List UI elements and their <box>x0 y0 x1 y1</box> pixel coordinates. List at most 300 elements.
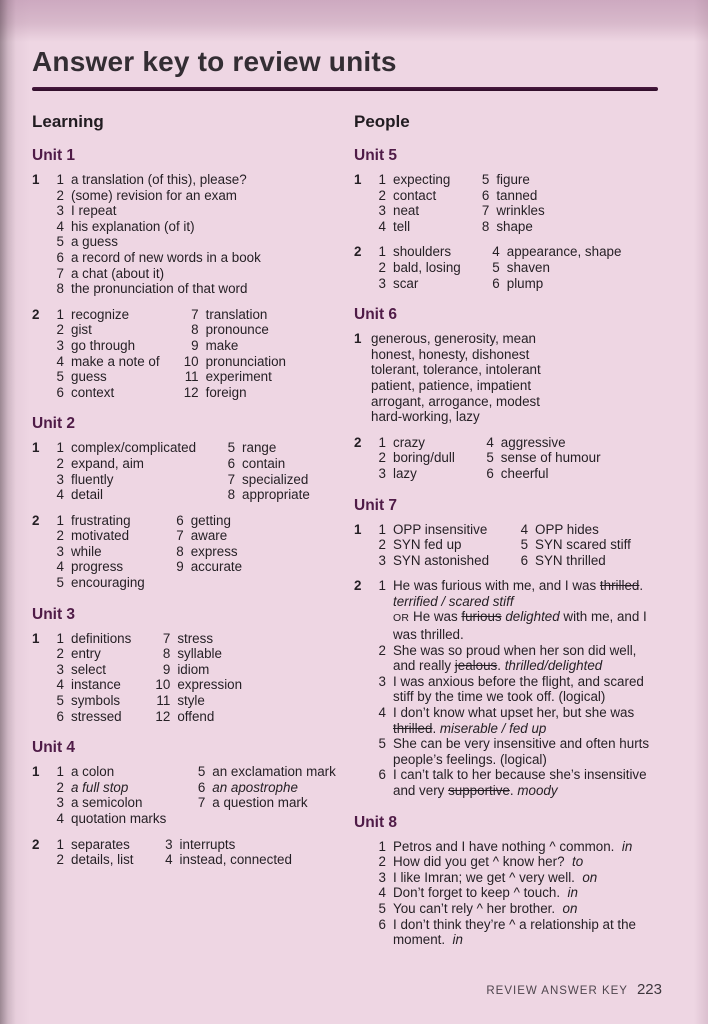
column-people <box>354 112 658 958</box>
answer-list <box>371 172 450 234</box>
exercise <box>354 435 658 482</box>
item-text: a colon <box>71 764 115 780</box>
item-number: 4 <box>520 521 529 537</box>
exercise-body <box>49 307 354 401</box>
answer-item <box>184 338 286 354</box>
item-number: 3 <box>56 471 64 487</box>
item-text: I was anxious before the flight, and scared stiff by the time we took off. (logical) <box>393 673 644 705</box>
item-number: 4 <box>378 705 386 721</box>
exercise <box>32 440 354 502</box>
item-number: 7 <box>56 265 64 281</box>
item-number: 9 <box>162 661 171 677</box>
item-number: 5 <box>378 736 386 752</box>
answer-item <box>474 188 544 204</box>
text-segment: on <box>582 869 598 885</box>
item-number: 3 <box>378 275 386 291</box>
item-text: a chat (about it) <box>71 265 165 281</box>
item-number: 8 <box>227 487 236 503</box>
item-text: instead, connected <box>179 852 292 868</box>
item-text: while <box>71 543 102 559</box>
text-segment: to <box>571 854 584 870</box>
item-text <box>393 854 658 870</box>
column-header: Learning <box>32 112 104 131</box>
answer-list <box>474 172 544 234</box>
answer-item <box>371 537 489 553</box>
answer-item <box>155 709 242 725</box>
answer-item <box>220 472 310 488</box>
item-number: 4 <box>56 353 64 369</box>
unit-section <box>32 415 354 590</box>
exercise-body <box>371 435 658 482</box>
item-number: 2 <box>378 187 386 203</box>
item-text: stress <box>177 630 214 646</box>
item-text: details, list <box>71 852 134 868</box>
item-number: 2 <box>56 187 64 203</box>
answer-item <box>184 307 286 323</box>
exercise-body <box>371 578 658 798</box>
answer-item <box>49 795 166 811</box>
exercise-number: 1 <box>32 172 40 187</box>
item-number: 5 <box>56 234 64 250</box>
text-segment: jealous <box>454 658 498 674</box>
item-text: tanned <box>496 187 538 203</box>
answer-list <box>220 440 310 502</box>
item-number: 3 <box>56 337 64 353</box>
exercise-columns <box>371 244 658 291</box>
answer-item <box>49 338 160 354</box>
item-text: syllable <box>177 646 222 662</box>
item-number: 5 <box>520 537 529 553</box>
answer-line: hard-working, lazy <box>371 409 480 425</box>
answer-item <box>169 544 242 560</box>
text-segment: You can’t rely ^ her brother. <box>393 900 563 916</box>
answer-item <box>49 811 166 827</box>
item-text: experiment <box>205 369 272 385</box>
answer-item <box>371 219 450 235</box>
item-number: 7 <box>191 306 199 322</box>
answer-item <box>49 852 134 868</box>
answer-item <box>155 693 242 709</box>
exercise-number: 1 <box>354 331 362 347</box>
item-number: 5 <box>481 172 490 187</box>
exercise-columns <box>49 837 354 868</box>
item-number: 6 <box>378 916 386 932</box>
item-text: a guess <box>71 234 118 250</box>
answer-item <box>49 677 131 693</box>
item-text: idiom <box>177 661 210 677</box>
exercise-columns <box>49 631 354 725</box>
exercise <box>354 244 658 291</box>
unit-section <box>32 739 354 868</box>
unit-section <box>354 147 658 291</box>
item-text <box>393 705 658 736</box>
text-segment: . <box>509 783 518 798</box>
text-segment: Don’t forget to keep ^ touch. <box>393 885 568 901</box>
exercise-body <box>49 764 354 826</box>
text-segment: I don’t know what upset her, but she was <box>393 705 635 721</box>
answer-item <box>371 705 658 736</box>
item-text: OPP insensitive <box>393 521 488 537</box>
item-number: 3 <box>378 203 386 219</box>
item-text: stressed <box>71 708 122 724</box>
item-text: cheerful <box>500 465 549 481</box>
item-number: 7 <box>481 203 490 219</box>
item-number: 3 <box>378 869 386 885</box>
item-number: 1 <box>56 630 64 646</box>
item-text: sense of humour <box>500 450 601 466</box>
answer-item <box>49 250 354 266</box>
answer-item <box>49 266 354 282</box>
item-number: 4 <box>56 811 64 826</box>
item-number: 11 <box>156 693 171 709</box>
answer-item <box>220 456 310 472</box>
item-number: 2 <box>56 322 64 338</box>
unit-title: Unit 8 <box>354 813 398 831</box>
answer-item <box>220 440 310 456</box>
item-number: 8 <box>176 543 184 559</box>
item-number: 5 <box>197 764 206 780</box>
item-text: plump <box>506 275 544 291</box>
text-segment: She was so proud when her son did well, and really <box>393 642 637 674</box>
item-text: frustrating <box>71 512 131 528</box>
item-text: translation <box>205 306 268 322</box>
title-rule <box>32 87 658 91</box>
item-text: entry <box>71 646 101 662</box>
exercise-number: 2 <box>32 512 40 528</box>
item-number: 2 <box>378 259 386 275</box>
item-text: getting <box>190 512 231 528</box>
item-text <box>393 917 658 948</box>
exercise-body <box>49 837 354 868</box>
answer-item <box>371 885 658 901</box>
item-number: 1 <box>378 244 386 260</box>
answer-line: tolerant, tolerance, intolerant <box>371 362 541 378</box>
answer-item <box>371 767 658 798</box>
item-text: context <box>71 384 115 400</box>
item-text: the pronunciation of that word <box>71 281 248 297</box>
text-segment: a full stop <box>71 779 129 795</box>
item-text: SYN fed up <box>393 537 462 553</box>
answer-list <box>371 839 658 948</box>
item-number: 4 <box>56 677 64 693</box>
answer-item <box>49 646 131 662</box>
exercise-number: 2 <box>32 836 40 852</box>
item-text: tell <box>393 218 411 234</box>
item-text: wrinkles <box>496 203 545 219</box>
answer-line: patient, patience, impatient <box>371 377 532 393</box>
exercise-body <box>49 631 354 725</box>
answer-item <box>49 440 196 456</box>
item-text: make a note of <box>71 353 160 369</box>
answer-item <box>485 276 622 292</box>
exercise <box>354 331 658 425</box>
answer-item <box>158 837 292 853</box>
text-segment: in <box>452 932 463 948</box>
item-text: aggressive <box>500 434 566 450</box>
item-number: 1 <box>378 521 386 537</box>
answer-item <box>49 487 196 503</box>
item-number: 9 <box>176 559 184 575</box>
item-text: SYN astonished <box>393 552 490 568</box>
item-text: SYN scared stiff <box>535 537 631 553</box>
item-number: 6 <box>56 249 64 265</box>
answer-item <box>371 450 455 466</box>
text-segment: miserable / fed up <box>439 720 547 736</box>
answer-item <box>49 385 160 401</box>
item-text: crazy <box>393 434 425 450</box>
answer-item <box>155 677 242 693</box>
answer-item <box>474 172 544 188</box>
exercise-number: 1 <box>32 440 40 456</box>
item-text: express <box>190 543 238 559</box>
columns <box>32 112 658 958</box>
item-text: SYN thrilled <box>535 552 606 568</box>
item-number: 2 <box>56 528 64 544</box>
answer-item <box>169 513 242 529</box>
item-text: scar <box>393 275 419 291</box>
item-text: style <box>177 693 205 709</box>
item-text: progress <box>71 559 124 575</box>
answer-item <box>190 795 336 811</box>
answer-item <box>371 674 658 705</box>
answer-item <box>49 559 145 575</box>
item-text: pronunciation <box>205 353 286 369</box>
answer-list <box>485 244 622 291</box>
item-text <box>393 578 658 642</box>
column-header: People <box>354 112 410 131</box>
unit-title: Unit 2 <box>32 415 76 433</box>
answer-item <box>49 575 145 591</box>
item-number: 6 <box>492 275 500 291</box>
answer-line: honest, honesty, dishonest <box>371 346 530 362</box>
item-text: shoulders <box>393 244 452 260</box>
answer-list <box>155 631 242 725</box>
answer-item <box>49 631 131 647</box>
item-number: 6 <box>227 455 236 471</box>
column-learning <box>32 112 354 958</box>
answer-item <box>474 219 544 235</box>
answer-item <box>371 901 658 917</box>
item-number: 5 <box>492 259 500 275</box>
text-segment: OR <box>393 613 410 625</box>
item-text: instance <box>71 677 121 693</box>
item-number: 1 <box>378 434 386 450</box>
item-number: 7 <box>176 528 184 544</box>
item-text <box>393 885 658 901</box>
exercise-body <box>371 839 658 948</box>
answer-item <box>371 260 461 276</box>
item-number: 10 <box>183 353 199 369</box>
exercise-body <box>371 331 658 425</box>
answer-item <box>49 764 166 780</box>
item-number: 8 <box>191 322 199 338</box>
answer-item <box>49 544 145 560</box>
item-number: 4 <box>378 885 386 901</box>
text-segment: with me, and I was thrilled. <box>393 609 647 643</box>
text-segment: I don’t think they’re ^ a relationship at the moment. <box>393 916 636 948</box>
answer-item <box>49 369 160 385</box>
answer-list <box>49 307 160 401</box>
text-segment: supportive <box>448 783 510 798</box>
item-text: a record of new words in a book <box>71 249 261 265</box>
answer-list <box>371 244 461 291</box>
item-number: 4 <box>165 852 173 868</box>
answer-item <box>184 385 286 401</box>
answer-item <box>371 643 658 674</box>
text-segment: on <box>562 900 578 916</box>
answer-item <box>169 559 242 575</box>
answer-item <box>49 354 160 370</box>
item-number: 12 <box>183 384 199 400</box>
item-text: guess <box>71 369 107 385</box>
item-number: 4 <box>378 218 386 234</box>
answer-item <box>49 322 160 338</box>
answer-item <box>49 709 131 725</box>
unit-title: Unit 7 <box>354 496 398 514</box>
exercise <box>354 839 658 948</box>
unit-section <box>354 306 658 481</box>
exercise-number: 1 <box>354 172 362 187</box>
item-number: 2 <box>56 646 64 662</box>
item-text: select <box>71 661 106 677</box>
answer-item <box>485 260 622 276</box>
text-segment: terrified / scared stiff <box>393 593 514 609</box>
answer-list <box>49 172 354 297</box>
exercise <box>354 522 658 569</box>
exercise-body <box>49 440 354 502</box>
answer-item <box>184 369 286 385</box>
answer-list <box>169 513 242 591</box>
item-text: recognize <box>71 306 130 322</box>
answer-item <box>49 307 160 323</box>
item-number: 3 <box>56 661 64 677</box>
item-number: 2 <box>378 642 386 658</box>
item-number: 1 <box>378 578 386 594</box>
answer-item <box>513 537 631 553</box>
item-number: 2 <box>56 455 64 471</box>
footer <box>486 981 662 998</box>
item-text: an exclamation mark <box>212 764 336 780</box>
answer-item <box>49 780 166 796</box>
item-number: 1 <box>56 440 64 456</box>
answer-item <box>371 466 455 482</box>
item-number: 12 <box>155 708 171 724</box>
item-text: motivated <box>71 528 130 544</box>
text-segment: . <box>639 578 644 594</box>
exercise <box>32 513 354 591</box>
answer-list <box>184 307 286 401</box>
item-text: fluently <box>71 471 114 487</box>
item-text: a translation (of this), please? <box>71 172 247 187</box>
exercise-body <box>49 513 354 591</box>
text-segment: I can’t talk to her because she’s insensitive and very <box>393 767 647 798</box>
answer-item <box>371 244 461 260</box>
exercise <box>32 307 354 401</box>
item-text: pronounce <box>205 322 269 338</box>
item-text: foreign <box>205 384 247 400</box>
item-number: 9 <box>191 337 199 353</box>
answer-list <box>190 764 336 826</box>
item-number: 5 <box>56 369 64 385</box>
text-segment: furious <box>461 609 502 625</box>
item-number: 4 <box>56 218 64 234</box>
answer-list <box>371 522 489 569</box>
answer-item <box>371 839 658 855</box>
item-number: 6 <box>56 708 64 724</box>
unit-title: Unit 5 <box>354 147 398 164</box>
exercise <box>354 578 658 798</box>
answer-item <box>49 172 354 188</box>
item-text: definitions <box>71 630 132 646</box>
item-text: expression <box>177 677 243 693</box>
answer-item <box>513 522 631 538</box>
answer-list <box>479 435 601 482</box>
item-number: 7 <box>227 471 236 487</box>
text-segment: . <box>497 658 505 674</box>
answer-item <box>485 244 622 260</box>
answer-item <box>49 662 131 678</box>
item-text: shape <box>496 218 533 234</box>
item-number: 3 <box>165 836 173 852</box>
answer-item <box>371 188 450 204</box>
item-text: shaven <box>506 259 550 275</box>
item-number: 1 <box>56 172 64 187</box>
item-text: specialized <box>242 471 309 487</box>
exercise-columns <box>371 435 658 482</box>
item-number: 6 <box>486 465 494 481</box>
answer-item <box>169 528 242 544</box>
item-number: 5 <box>378 900 386 916</box>
exercise-columns <box>371 522 658 569</box>
item-number: 2 <box>56 852 64 868</box>
item-text: offend <box>177 708 215 724</box>
answer-item <box>479 466 601 482</box>
answer-item <box>371 578 658 642</box>
answer-item <box>155 662 242 678</box>
answer-item <box>371 203 450 219</box>
answer-item <box>158 852 292 868</box>
item-number: 8 <box>56 281 64 297</box>
item-text: his explanation (of it) <box>71 218 195 234</box>
text-segment: an apostrophe <box>212 779 298 795</box>
exercise <box>32 764 354 826</box>
answer-item <box>49 281 354 297</box>
unit-section <box>354 814 658 948</box>
item-text: encouraging <box>71 575 145 591</box>
item-number: 6 <box>481 187 490 203</box>
item-text: OPP hides <box>535 521 599 537</box>
item-text <box>393 767 658 798</box>
item-number: 7 <box>197 795 206 811</box>
item-text: expecting <box>393 172 451 187</box>
text-segment: thrilled <box>393 720 433 736</box>
answer-item <box>49 234 354 250</box>
answer-list <box>371 435 455 482</box>
answer-list <box>513 522 631 569</box>
item-number: 2 <box>56 779 64 795</box>
exercise-body <box>371 172 658 234</box>
answer-list <box>49 631 131 725</box>
item-number: 1 <box>378 838 386 854</box>
item-number: 5 <box>56 693 64 709</box>
item-text: complex/complicated <box>71 440 197 456</box>
answer-item <box>479 435 601 451</box>
answer-item <box>184 322 286 338</box>
answer-item <box>371 276 461 292</box>
item-number: 2 <box>378 854 386 870</box>
item-number: 8 <box>162 646 171 662</box>
item-number: 4 <box>56 559 64 575</box>
